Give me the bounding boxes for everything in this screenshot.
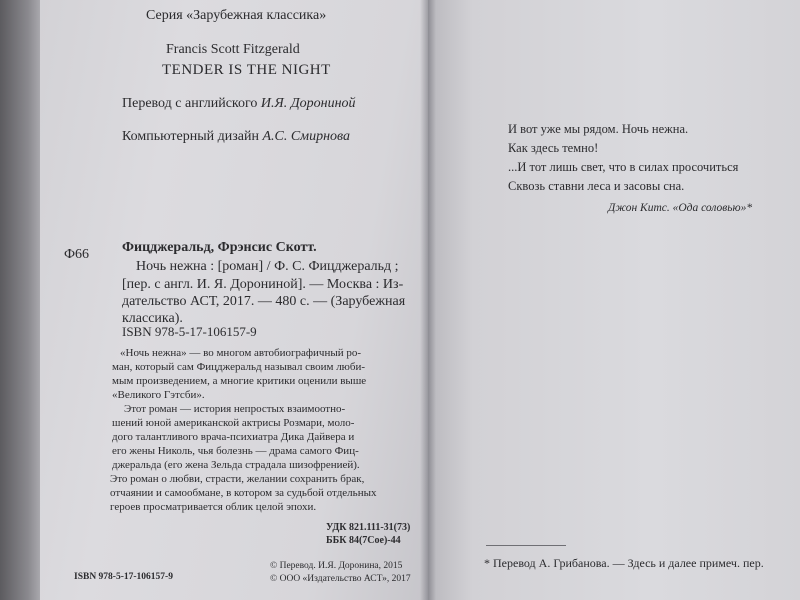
annotation-line: «Великого Гэтсби». xyxy=(112,389,205,401)
annotation-line: героев просматривается облик целой эпохи. xyxy=(110,501,317,513)
footer-isbn: ISBN 978-5-17-106157-9 xyxy=(74,572,173,582)
copyright-publisher: © ООО «Издательство АСТ», 2017 xyxy=(270,574,411,584)
bibliographic-line: дательство АСТ, 2017. — 480 с. — (Зарубежная xyxy=(122,294,406,309)
annotation-line: мым произведением, а многие критики оценили выше xyxy=(112,375,367,387)
book-gutter xyxy=(420,0,436,600)
author-english: Francis Scott Fitzgerald xyxy=(166,42,300,57)
udk-code: УДК 821.111-31(73) xyxy=(326,522,411,533)
bibliographic-line: [пер. с англ. И. Я. Дорониной]. — Москва : Из- xyxy=(122,277,404,292)
translator-name: И.Я. Дорониной xyxy=(260,96,356,111)
translator-label: Перевод с английского xyxy=(122,96,258,111)
epigraph-line: ...И тот лишь свет, что в силах просочиться xyxy=(508,160,739,174)
translator-credit xyxy=(122,96,356,112)
annotation-line: «Ночь нежна» — во многом автобиографичный ро- xyxy=(120,347,362,359)
annotation-line: шений юной американской актрисы Розмари, моло- xyxy=(112,417,355,429)
annotation-line: Это роман о любви, страсти, желании сохранить брак, xyxy=(110,473,365,485)
epigraph-line: Как здесь темно! xyxy=(508,141,599,155)
bbk-code: ББК 84(7Сое)-44 xyxy=(326,535,401,546)
footnote: * Перевод А. Грибанова. — Здесь и далее примеч. пер. xyxy=(484,556,764,570)
isbn-main: ISBN 978-5-17-106157-9 xyxy=(122,324,257,339)
designer-name: А.С. Смирнова xyxy=(262,129,351,144)
epigraph-line: Сквозь ставни леса и засовы сна. xyxy=(508,179,685,193)
series-name: Серия «Зарубежная классика» xyxy=(146,8,327,23)
bibliographic-heading: Фицджеральд, Фрэнсис Скотт. xyxy=(122,240,317,255)
bibliographic-line: классика). xyxy=(122,311,183,326)
footnote-divider xyxy=(486,545,566,546)
annotation-line: дого талантливого врача-психиатра Дика Дайвера и xyxy=(112,431,355,443)
classification-code: Ф66 xyxy=(64,247,90,262)
title-english: TENDER IS THE NIGHT xyxy=(162,62,331,78)
epigraph-line: И вот уже мы рядом. Ночь нежна. xyxy=(508,122,689,136)
annotation-line: джеральда (его жена Зельда страдала шизофренией). xyxy=(112,459,360,471)
annotation-line: отчаянии и самообмане, в котором за судьбой отдельных xyxy=(110,487,377,499)
epigraph-source: Джон Китс. «Ода соловью»* xyxy=(608,202,753,214)
annotation-line: его жены Николь, чья болезнь — драма самого Фиц- xyxy=(112,445,359,457)
bibliographic-line: Ночь нежна : [роман] / Ф. С. Фицджеральд ; xyxy=(136,259,399,274)
designer-credit xyxy=(122,129,350,145)
left-page-shadow-edge xyxy=(0,0,40,600)
right-page xyxy=(428,0,800,600)
copyright-translation: © Перевод. И.Я. Доронина, 2015 xyxy=(270,561,403,571)
annotation-line: ман, который сам Фицджеральд называл своим люби- xyxy=(112,361,366,373)
annotation-line: Этот роман — история непростых взаимоотно- xyxy=(124,403,346,415)
designer-label: Компьютерный дизайн xyxy=(122,129,259,144)
